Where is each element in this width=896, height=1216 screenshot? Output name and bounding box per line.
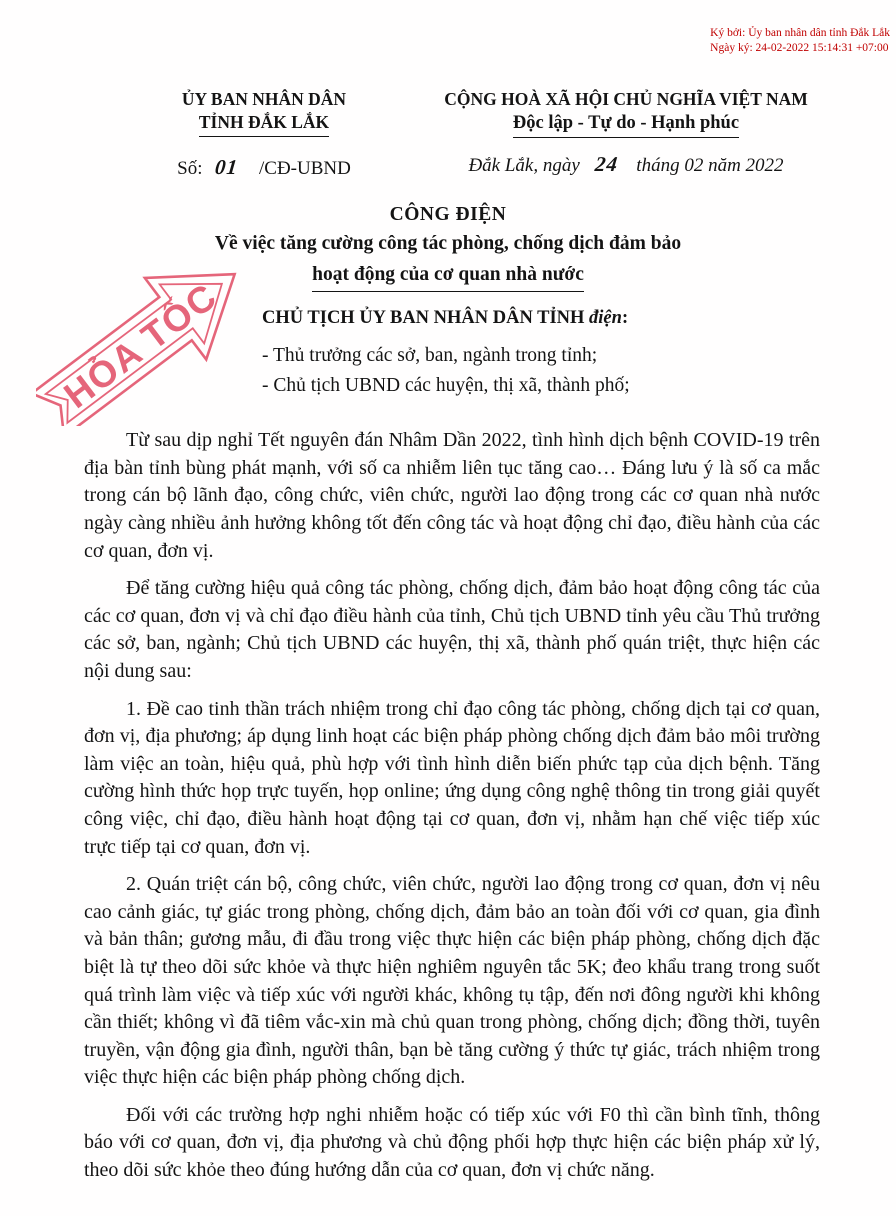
stamp-text: HỎA TỐC	[56, 275, 225, 417]
date-prefix: Đắk Lắk, ngày	[468, 155, 580, 177]
document-number-prefix: Số:	[177, 158, 203, 180]
document-number-handwritten: 01	[214, 155, 240, 180]
date-day-handwritten: 24	[593, 152, 619, 177]
addressee-heading-italic: điện	[589, 307, 622, 328]
body-paragraph-1: Từ sau dịp nghỉ Tết nguyên đán Nhâm Dần 2022, tình hình dịch bệnh COVID-19 trên địa bàn tỉnh bùng phát mạnh, với số ca nhiễm liên tục tăng cao… Đáng lưu ý là số ca mắc trong cán bộ lãnh đạo, công chức, viên chức, người lao động trong các cơ quan nhà nước ngày càng nhiều ảnh hưởng không tốt đến công tác và hoạt động chỉ đạo, điều hành của các cơ quan, đơn vị.	[84, 429, 820, 562]
signature-date-line: Ngày ký: 24-02-2022 15:14:31 +07:00	[710, 41, 889, 54]
document-subtitle-line2: hoạt động của cơ quan nhà nước	[0, 261, 896, 291]
body-paragraph-2: Để tăng cường hiệu quả công tác phòng, chống dịch, đảm bảo hoạt động công tác của các cơ quan, đơn vị và chỉ đạo điều hành của tỉnh, Chủ tịch UBND tỉnh yêu cầu Thủ trưởng các sở, ban, ngành; Chủ tịch UBND các huyện, thị xã, thành phố quán triệt, thực hiện các nội dung sau:	[84, 577, 820, 682]
document-title: CÔNG ĐIỆN	[389, 204, 507, 226]
country-name: CỘNG HOÀ XÃ HỘI CHỦ NGHĨA VIỆT NAM	[444, 89, 808, 109]
digital-signature-annotation	[710, 26, 890, 56]
issuing-agency-block	[108, 88, 420, 180]
addressee-heading-colon: :	[621, 307, 629, 328]
signature-signer-line: Ký bởi: Ủy ban nhân dân tỉnh Đắk Lắk	[710, 27, 890, 39]
document-subtitle-line1: Về việc tăng cường công tác phòng, chống dịch đảm bảo	[214, 233, 682, 255]
recipient-line: - Chủ tịch UBND các huyện, thị xã, thành phố;	[262, 375, 630, 396]
addressee-heading-main: CHỦ TỊCH ỦY BAN NHÂN DÂN TỈNH	[262, 307, 590, 328]
body-paragraph-5: Đối với các trường hợp nghi nhiễm hoặc có tiếp xúc với F0 thì cần bình tĩnh, thông báo với cơ quan, đơn vị, địa phương và chủ động phối hợp thực hiện các biện pháp xử lý, theo dõi sức khỏe theo đúng hướng dẫn của cơ quan, đơn vị chức năng.	[84, 1103, 820, 1182]
date-suffix: tháng 02 năm 2022	[636, 155, 784, 177]
document-number	[108, 155, 420, 180]
addressee-heading	[262, 308, 896, 329]
document-number-suffix: /CĐ-UBND	[259, 158, 351, 180]
express-arrow-stamp-icon	[36, 256, 256, 426]
addressee-block	[262, 308, 896, 401]
national-motto: Độc lập - Tự do - Hạnh phúc	[420, 111, 832, 138]
recipient-list	[262, 341, 896, 401]
place-date-line	[420, 152, 832, 177]
agency-name-line2: TỈNH ĐẮK LẮK	[108, 111, 420, 137]
hoa-toc-express-stamp	[36, 256, 256, 426]
body-paragraph-3: 1. Đề cao tinh thần trách nhiệm trong chỉ đạo công tác phòng, chống dịch tại cơ quan, đơn vị, địa phương; áp dụng linh hoạt các biện pháp phòng chống dịch đảm bảo môi trường làm việc an toàn, hiệu quả, phù hợp với tình hình diễn biến phức tạp của dịch bệnh. Tăng cường hình thức họp trực tuyến, họp online; ứng dụng công nghệ thông tin trong giải quyết công việc, chỉ đạo, điều hành hoạt động tại cơ quan, đơn vị, nhằm hạn chế việc tiếp xúc trực tiếp tại cơ quan, đơn vị.	[84, 697, 820, 858]
agency-name-line1: ỦY BAN NHÂN DÂN	[181, 89, 347, 109]
body-paragraph-4: 2. Quán triệt cán bộ, công chức, viên chức, người lao động trong cơ quan, đơn vị nêu cao cảnh giác, tự giác trong phòng, chống dịch, đảm bảo an toàn đối với cơ quan, gia đình và bản thân; gương mẫu, đi đầu trong việc thực hiện các biện pháp phòng, chống dịch đặc biệt là tự theo dõi sức khỏe và thực hiện nghiêm nguyên tắc 5K; đeo khẩu trang trong suốt quá trình làm việc và tiếp xúc với người khác, không tụ tập, đến nơi đông người khi không cần thiết; không vì đã tiêm vắc-xin mà chủ quan trong phòng, chống dịch; đồng thời, tuyên truyền, vận động gia đình, người thân, bạn bè tăng cường ý thức tự giác, trách nhiệm trong việc thực hiện các biện pháp phòng chống dịch.	[84, 873, 820, 1089]
document-body	[84, 427, 820, 1184]
national-motto-block	[420, 88, 832, 180]
recipient-line: - Thủ trưởng các sở, ban, ngành trong tỉnh;	[262, 344, 598, 366]
